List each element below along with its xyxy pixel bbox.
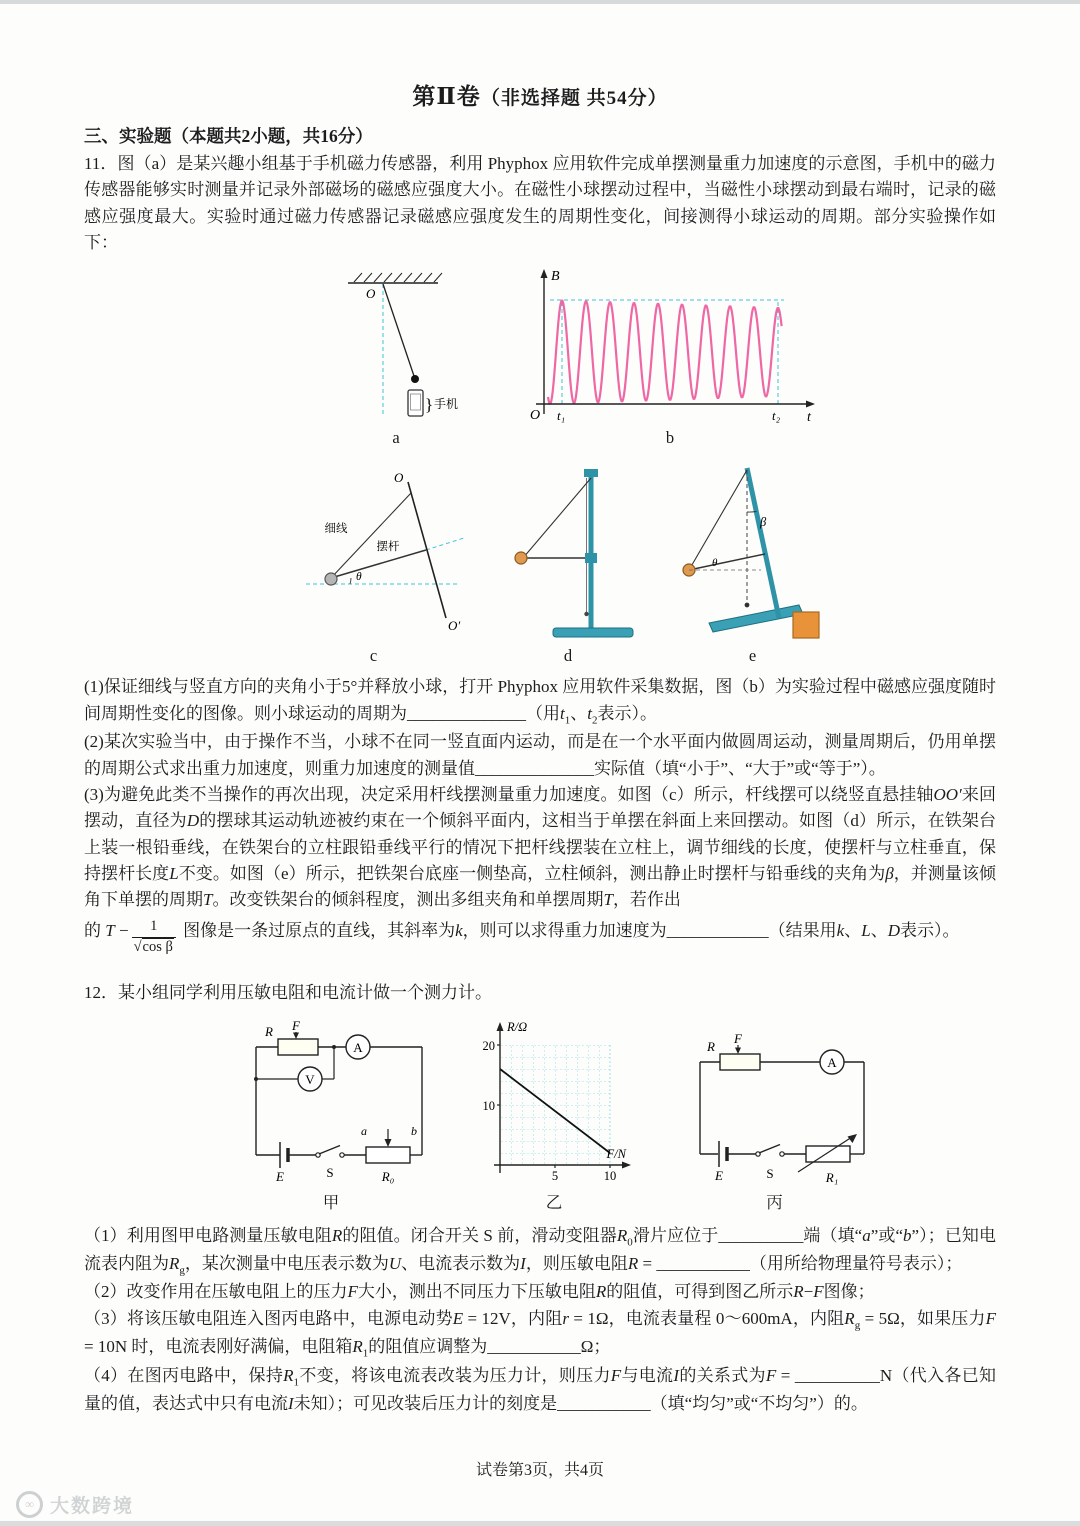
xtick-5: 5 [551, 1168, 559, 1183]
formula-T-minus-inverse-sqrt-cosbeta [105, 918, 183, 955]
q11-body: 11．图（a）是某兴趣小组基于手机磁力传感器，利用 Phyphox 应用软件完成单摆测量重力加速度的示意图，手机中的磁力传感器能够实时测量并记录外部磁场的磁感应强度大小。在磁性小球摆动过程中，当磁性小球摆动到最右端时，记录的磁感应强度最大。实验时通过磁力传感器记录磁感应强度发生的周期性变化，间接测得小球运动的周期。部分实验操作如下： [84, 154, 996, 253]
string-label: 细线 [324, 523, 348, 536]
figure-bing [672, 1032, 877, 1213]
y-axis-arrow [541, 269, 548, 278]
fraction-denominator [132, 938, 176, 956]
switch-contact [780, 1151, 784, 1155]
theta-label: θ [712, 557, 718, 570]
section-heading: 三、实验题（本题共2小题，共16分） [84, 126, 373, 146]
watermark-text: 大数跨境 [50, 1496, 135, 1517]
switch-S-label: S [766, 1165, 774, 1181]
figure-d [493, 462, 643, 666]
question-12 [84, 980, 996, 1417]
beta-label: β [760, 515, 767, 530]
rod-label: 摆杆 [376, 541, 400, 554]
battery-E-label: E [276, 1168, 284, 1184]
origin-label: O [530, 408, 541, 424]
pivot-O-label: O [366, 286, 376, 302]
page-number-footer: 试卷第3页，共4页 [475, 1462, 604, 1480]
rod-extension-dashed [426, 538, 464, 550]
tilted-pole [747, 468, 779, 618]
switch-contact [340, 1152, 344, 1156]
y-axis-label: R/Ω [507, 1019, 528, 1034]
rod-clamp [585, 553, 597, 563]
q12-part4: （4）在图丙电路中，保持$R_1$不变，将该电流表改装为压力计，则压力F与电流I的关系式为F = __________N（代入各已知量的值，表达式中只有电流I未知）；可见改装后压力计的刻度是___________（填“均匀”或“不均匀”）的。 [84, 1365, 997, 1414]
phone-brace: } [425, 395, 434, 415]
pendulum-rod [331, 550, 426, 578]
q12-part3: （3）将该压敏电阻连入图丙电路中，电源电动势E = 12V，内阻r = 1Ω，电流表量程 0～600mA，内阻$R_g = 5\Omega$，如果压力F = 10N 时，电流表刚好满偏，电阻箱$R_1$的阻值应调整为___________Ω； [84, 1308, 996, 1360]
figure-jia [226, 1019, 436, 1213]
q12-figures-row [226, 1015, 996, 1213]
page-content [84, 78, 996, 1480]
ytick-20: 20 [482, 1038, 495, 1053]
switch-lever [759, 1144, 780, 1153]
figure-bing-caption: 丙 [766, 1192, 783, 1212]
x-axis-arrow [622, 1161, 631, 1168]
force-arrow-head [293, 1032, 299, 1039]
junction-dot [254, 1077, 258, 1081]
pendulum-ball [515, 552, 527, 564]
terminal-a-label: a [361, 1123, 367, 1138]
R-F-graph [470, 1015, 638, 1187]
x-axis-arrow [806, 401, 815, 408]
scan-edge-top [0, 0, 1080, 4]
ammeter-A-label: A [827, 1054, 837, 1070]
B-field-waveform [548, 301, 782, 404]
ammeter-A-label: A [353, 1039, 363, 1055]
q11-part3-tail: 图像是一条过原点的直线，其斜率为k，则可以求得重力加速度为____________（结果用k、L、D表示）。 [183, 920, 960, 940]
support-string [689, 470, 747, 570]
pressure-resistor-R [720, 1054, 760, 1070]
formula-lhs: T [105, 920, 115, 940]
title-sub: （非选择题 共54分） [480, 88, 668, 109]
figure-yi [470, 1015, 638, 1213]
theta-arc [350, 578, 351, 584]
figure-yi-caption: 乙 [545, 1192, 563, 1212]
switch-lever [319, 1145, 340, 1154]
terminal-b-label: b [411, 1123, 417, 1138]
figure-a [326, 268, 466, 448]
figure-b-caption: b [665, 428, 675, 448]
q11-part3-formula-line [84, 918, 996, 957]
xtick-10: 10 [603, 1168, 617, 1183]
magnetic-ball [411, 375, 419, 383]
tilted-base [709, 605, 803, 632]
figure-d-caption: d [563, 646, 573, 666]
grid [500, 1045, 610, 1165]
resistance-box-R1 [806, 1146, 850, 1162]
pendulum-ball [325, 573, 337, 585]
voltmeter-V-label: V [305, 1071, 315, 1087]
figure-jia-caption: 甲 [322, 1192, 340, 1212]
fraction-numerator: 1 [132, 918, 176, 937]
t-axis-label: t [807, 410, 811, 426]
switch-S-label: S [326, 1164, 334, 1180]
figure-c-rod-pendulum-schematic [276, 466, 471, 644]
q11-figures-row-2 [276, 454, 996, 666]
slider-arrow [385, 1139, 392, 1147]
force-F-label: F [734, 1031, 742, 1046]
circuit-bing-diagram [672, 1032, 877, 1187]
figure-a-pendulum-phone-diagram [326, 268, 466, 426]
x-axis-label: F/N [606, 1146, 626, 1161]
q11-part1: (1)保证细线与竖直方向的夹角小于5°并释放小球，打开 Phyphox 应用软件采集数据，图（b）为实验过程中磁感应强度随时间周期性变化的图像。则小球运动的周期为______________（用$t_1$、$t_2$表示）。 [84, 677, 996, 727]
q12-intro: 12．某小组同学利用压敏电阻和电流计做一个测力计。 [84, 983, 492, 1003]
thin-string [331, 493, 411, 578]
R-label: R [707, 1038, 715, 1054]
radical-sign: √ [133, 938, 142, 955]
rheostat-R0 [366, 1147, 410, 1163]
q11-figures-row-1 [326, 264, 996, 448]
y-axis-arrow [497, 1022, 504, 1031]
figure-a-caption: a [392, 428, 400, 448]
q11-part2: (2)某次实验当中，由于操作不当，小球不在同一竖直面内运动，而是在一个水平面内做圆周运动，测量周期后，仍用单摆的周期公式求出重力加速度，则重力加速度的测量值______________实际值（填“小于”、“大于”或“等于”）。 [84, 732, 996, 778]
scan-edge-bottom [0, 1521, 1080, 1526]
formula-prefix: 的 [84, 920, 101, 940]
R-label: R [265, 1023, 273, 1039]
watermark [16, 1491, 134, 1518]
question-11 [84, 151, 996, 956]
force-F-label: F [292, 1018, 300, 1033]
t1-tick-label: t₁ [557, 408, 566, 424]
figure-b [520, 264, 820, 448]
radicand: cos β [142, 938, 173, 955]
R0-label: R₀ [381, 1168, 395, 1184]
stand-base [553, 628, 633, 637]
pendulum-rod [689, 554, 765, 570]
B-axis-label: B [551, 269, 560, 285]
phone-label: 手机 [434, 397, 459, 412]
figure-e [665, 454, 840, 666]
figure-b-B-t-graph [520, 264, 820, 426]
force-arrow-head [735, 1047, 741, 1054]
q11-part3: (3)为避免此类不当操作的再次出现，决定采用杆线摆测量重力加速度。如图（c）所示，杆线摆可以绕竖直悬挂轴OO′来回摆动，直径为D的摆球其运动轨迹被约束在一个倾斜平面内，这相当于单摆在斜面上来回摆动。如图（d）所示，在铁架台上装一根铅垂线，在铁架台的立柱跟铅垂线平行的情况下把杆线摆装在立柱上，调节细线的长度，使摆杆与立柱垂直，保持摆杆长度L不变。如图（e）所示，把铁架台底座一侧垫高，立柱倾斜，测出静止时摆杆与铅垂线的夹角为β，并测量该倾角下单摆的周期T。改变铁架台的倾斜程度，测出多组夹角和单摆周期T，若作出 [84, 784, 997, 910]
R1-label: R₁ [825, 1169, 839, 1185]
ceiling-hatch [354, 273, 442, 282]
beta-arc [747, 512, 757, 513]
axis-Oprime-label: O′ [448, 618, 461, 634]
page-title [84, 78, 996, 111]
figure-c-caption: c [369, 646, 378, 666]
q12-part1: （1）利用图甲电路测量压敏电阻R的阻值。闭合开关 S 前，滑动变阻器$R_0$滑片应位于__________端（填“a”或“b”）；已知电流表内阻为$R_g$，某次测量中电压表示数为U、电流表示数为I，则压敏电阻R = ___________（用所给物理量符号表示）； [84, 1225, 997, 1277]
battery-E-label: E [715, 1167, 723, 1183]
axis-O-label: O [394, 470, 404, 486]
figure-e-caption: e [748, 646, 757, 666]
ytick-10: 10 [482, 1098, 495, 1113]
support-string [523, 478, 591, 558]
watermark-logo-icon: ∞ [16, 1491, 43, 1518]
plumb-bob [745, 603, 750, 608]
top-clamp [584, 469, 598, 477]
q12-part2: （2）改变作用在压敏电阻上的压力F大小，测出不同压力下压敏电阻R的阻值，可得到图乙所示R−F图像； [84, 1282, 875, 1302]
circuit-jia-diagram [226, 1019, 436, 1187]
spacer [84, 958, 996, 980]
figure-e-iron-stand-tilted [665, 454, 840, 644]
theta-label: θ [356, 571, 362, 584]
pressure-resistor-R [278, 1039, 318, 1055]
raising-block [793, 612, 819, 638]
formula-fraction [132, 918, 176, 956]
t2-tick-label: t₂ [772, 408, 781, 424]
plumb-bob [584, 612, 588, 616]
pendulum-string [383, 284, 414, 376]
formula-minus: − [118, 920, 129, 940]
figure-d-iron-stand-upright [493, 462, 643, 644]
suspension-axis-OO [408, 482, 446, 618]
figure-c [276, 466, 471, 666]
title-main: 第Ⅱ卷 [412, 84, 481, 109]
